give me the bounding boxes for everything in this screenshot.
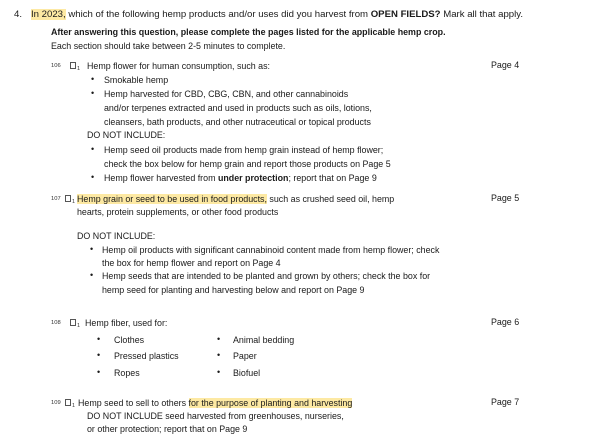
list-item: Smokable hemp [104, 75, 169, 85]
timing-note: Each section should take between 2-5 minutes to complete. [51, 41, 286, 51]
checkbox-sub: 1 [72, 199, 76, 205]
question-number: 4. [14, 9, 23, 20]
checkbox-hemp-fiber[interactable] [70, 319, 76, 326]
bullet: • [217, 367, 221, 377]
year-phrase: In 2023, [31, 9, 66, 20]
instruction: After answering this question, please complete the pages listed for the applicable hemp crop. [51, 27, 446, 37]
exclude-item-part: ; report that on Page 9 [288, 173, 377, 183]
exclude-item: Hemp seed oil products made from hemp grain instead of hemp flower; [104, 145, 384, 155]
exclude-item [104, 172, 377, 184]
fiber-use: Clothes [114, 335, 145, 345]
fiber-use: Ropes [114, 368, 140, 378]
exclude-item: Hemp oil products with significant cannabinoid content made from hemp flower; check [102, 245, 440, 255]
exclude-item: the box for hemp flower and report on Page 4 [102, 258, 281, 268]
question-text-part2: Mark all that apply. [440, 9, 524, 20]
question-text [31, 9, 523, 20]
checkbox-hemp-flower[interactable] [70, 62, 76, 69]
checkbox-sub: 1 [77, 66, 81, 72]
exclude-item-part: Hemp flower harvested from [104, 173, 218, 183]
option-title-line2: hearts, protein supplements, or other food products [77, 207, 279, 217]
bullet: • [91, 74, 95, 84]
hemp-seed-highlight: for the purpose of planting and harvesting [188, 398, 353, 408]
list-item: Hemp harvested for CBD, CBG, CBN, and other cannabinoids [104, 89, 349, 99]
item-code-109: 109 [51, 400, 61, 406]
bullet: • [97, 350, 101, 360]
exclude-item: check the box below for hemp grain and report those products on Page 5 [104, 159, 391, 169]
open-fields: OPEN FIELDS? [370, 9, 441, 20]
bullet: • [91, 144, 95, 154]
hemp-grain-highlight: Hemp grain or seed to be used in food products, [77, 194, 267, 204]
hemp-grain-rest: such as crushed seed oil, hemp [266, 194, 395, 204]
bullet: • [97, 334, 101, 344]
hemp-seed-pre: Hemp seed to sell to others [78, 398, 189, 408]
hemp-seed-note: or other protection; report that on Page 9 [87, 424, 248, 434]
hemp-seed-note: DO NOT INCLUDE seed harvested from greenhouses, nurseries, [87, 411, 344, 421]
option-title-hemp-flower: Hemp flower for human consumption, such as: [87, 61, 271, 71]
bullet: • [91, 172, 95, 182]
list-item: cleansers, bath products, and other nutraceutical or topical products [104, 117, 371, 127]
exclude-item: Hemp seeds that are intended to be planted and grown by others; check the box for [102, 271, 431, 281]
question-text-part1: which of the following hemp products and/or uses did you harvest from [65, 9, 371, 20]
bullet: • [217, 334, 221, 344]
item-code-106: 106 [51, 63, 61, 69]
fiber-use: Pressed plastics [114, 351, 179, 361]
option-title-hemp-fiber: Hemp fiber, used for: [85, 318, 168, 328]
checkbox-hemp-grain[interactable] [65, 195, 71, 202]
bullet: • [91, 88, 95, 98]
bullet: • [90, 244, 94, 254]
bullet: • [97, 367, 101, 377]
bullet: • [90, 270, 94, 280]
fiber-use: Biofuel [233, 368, 261, 378]
page-ref-106: Page 4 [491, 60, 520, 70]
fiber-use: Paper [233, 351, 257, 361]
checkbox-hemp-seed-planting[interactable] [65, 399, 71, 406]
page-ref-107: Page 5 [491, 193, 520, 203]
option-title-hemp-grain [77, 193, 394, 205]
item-code-108: 108 [51, 320, 61, 326]
exclude-label: DO NOT INCLUDE: [77, 231, 156, 241]
page-ref-109: Page 7 [491, 397, 520, 407]
item-code-107: 107 [51, 196, 61, 202]
exclude-item: hemp seed for planting and harvesting below and report on Page 9 [102, 285, 365, 295]
checkbox-sub: 1 [77, 323, 81, 329]
option-title-hemp-seed [78, 397, 352, 409]
checkbox-sub: 1 [72, 403, 76, 409]
list-item: and/or terpenes extracted and used in products such as oils, lotions, [104, 103, 372, 113]
bullet: • [217, 350, 221, 360]
exclude-label: DO NOT INCLUDE: [87, 130, 166, 140]
page-ref-108: Page 6 [491, 317, 520, 327]
fiber-use: Animal bedding [233, 335, 295, 345]
under-protection: under protection [217, 173, 289, 183]
